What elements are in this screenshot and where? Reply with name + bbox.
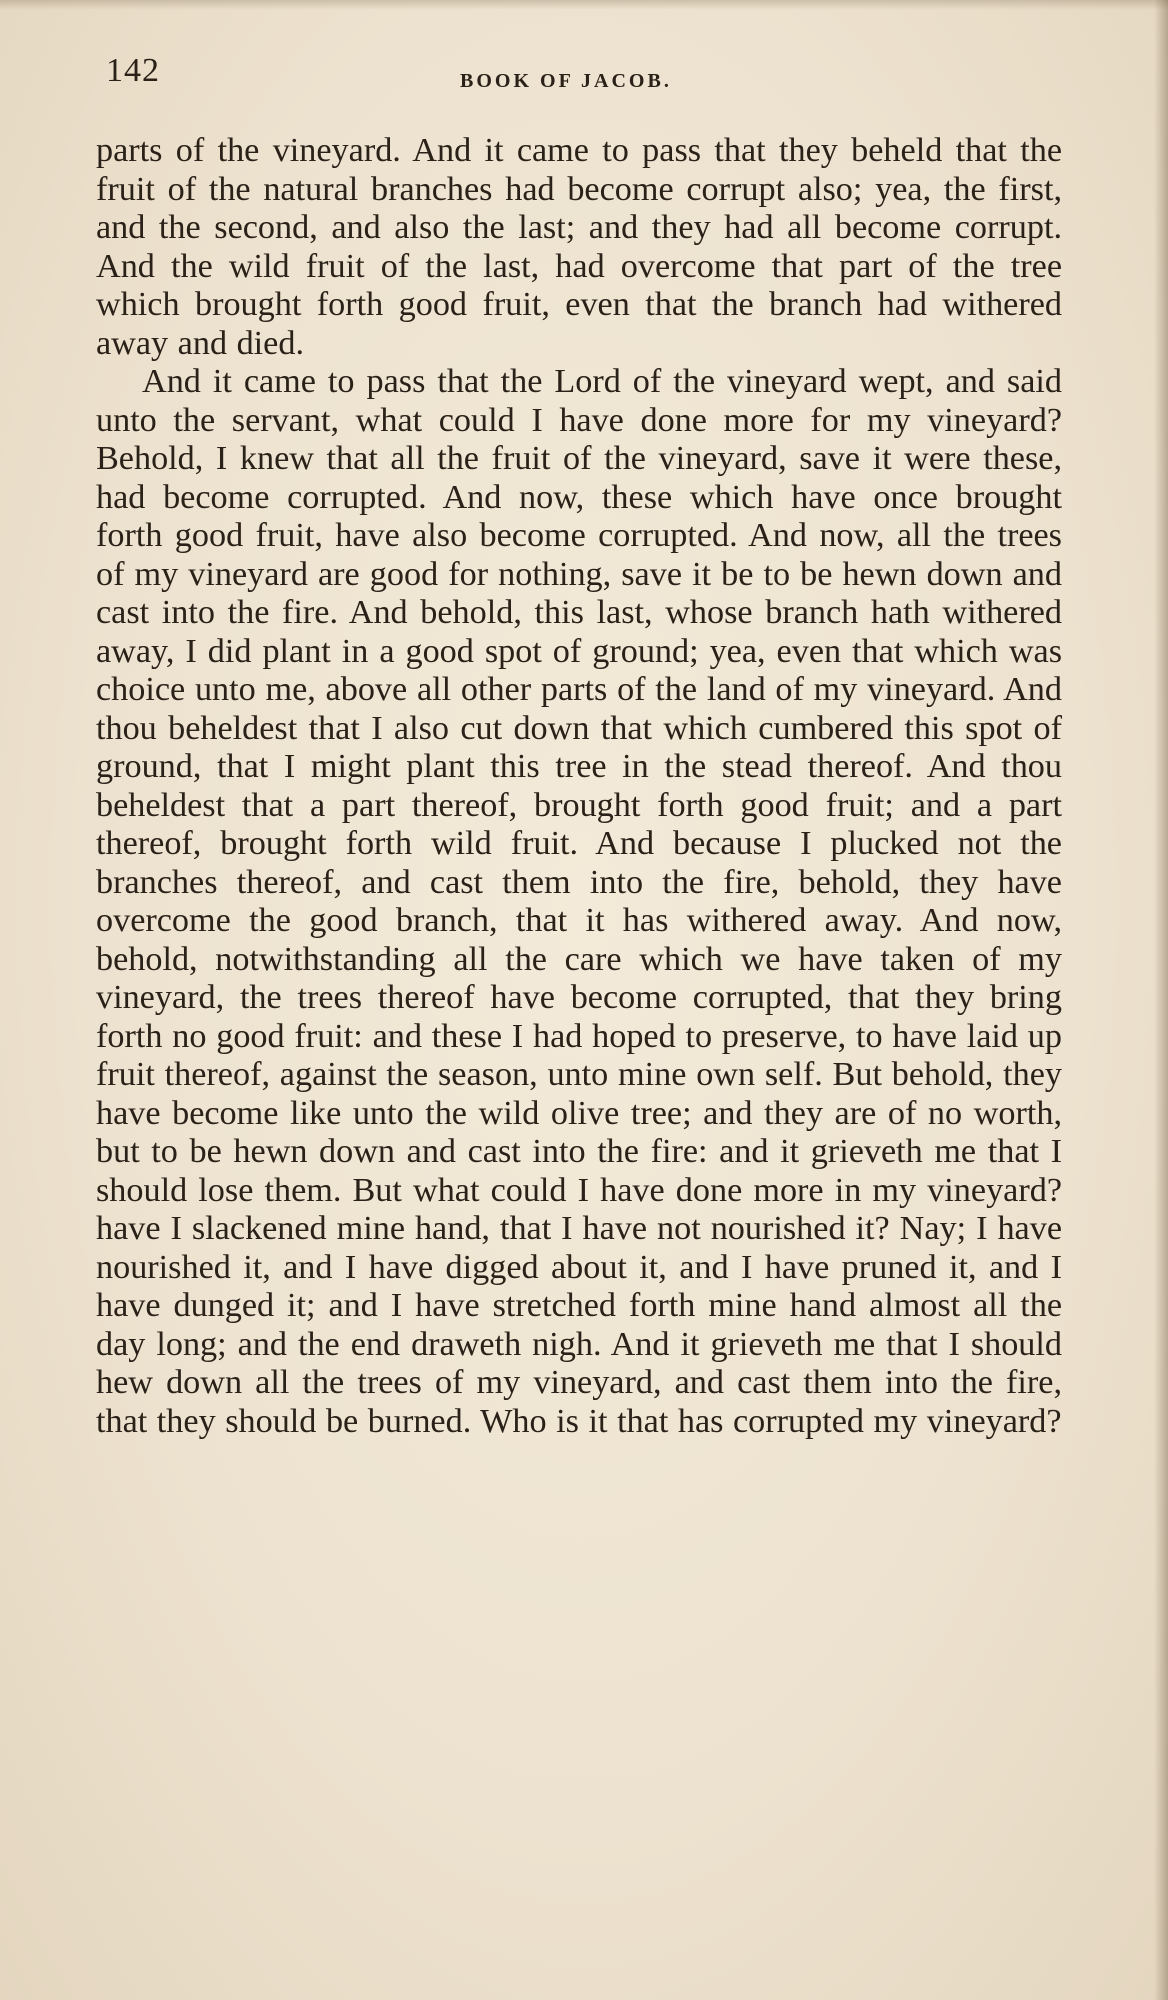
body-text [96,132,1062,1441]
page-binding-shadow [1154,0,1168,2000]
running-head [106,52,1066,102]
paragraph: And it came to pass that the Lord of the vineyard wept, and said unto the servant, what could I have done more for my vineyard? Behold, I knew that all the fruit of the vineyard, save it were these, had become corrupted. And now, these which have once brought forth good fruit, have also become corrupted. And now, all the trees of my vineyard are good for nothing, save it be to be hewn down and cast into the fire. And behold, this last, whose branch hath withered away, I did plant in a good spot of ground; yea, even that which was choice unto me, above all other parts of the land of my vineyard. And thou beheldest that I also cut down that which cumbered this spot of ground, that I might plant this tree in the stead thereof. And thou beheldest that a part thereof, brought forth good fruit; and a part thereof, brought forth wild fruit. And because I plucked not the branches thereof, and cast them into the fire, behold, they have overcome the good branch, that it has withered away. And now, behold, notwithstanding all the care which we have taken of my vineyard, the trees thereof have become corrupted, that they bring forth no good fruit: and these I had hoped to preserve, to have laid up fruit thereof, against the season, unto mine own self. But behold, they have become like unto the wild olive tree; and they are of no worth, but to be hewn down and cast into the fire: and it grieveth me that I should lose them. But what could I have done more in my vineyard? have I slackened mine hand, that I have not nourished it? Nay; I have nourished it, and I have digged about it, and I have pruned it, and I have dunged it; and I have stretched forth mine hand almost all the day long; and the end draweth nigh. And it grieveth me that I should hew down all the trees of my vineyard, and cast them into the fire, that they should be burned. Who is it that has corrupted my vineyard? [96,363,1062,1440]
paragraph-continued: parts of the vineyard. And it came to pass that they beheld that the fruit of the natural branches had become corrupt also; yea, the first, and the second, and also the last; and they had all become corrupt. And the wild fruit of the last, had overcome that part of the tree which brought forth good fruit, even that the branch had withered away and died. [96,132,1062,362]
page-number: 142 [106,52,160,89]
running-title: BOOK OF JACOB. [460,70,672,92]
page-top-shadow [0,0,1168,10]
